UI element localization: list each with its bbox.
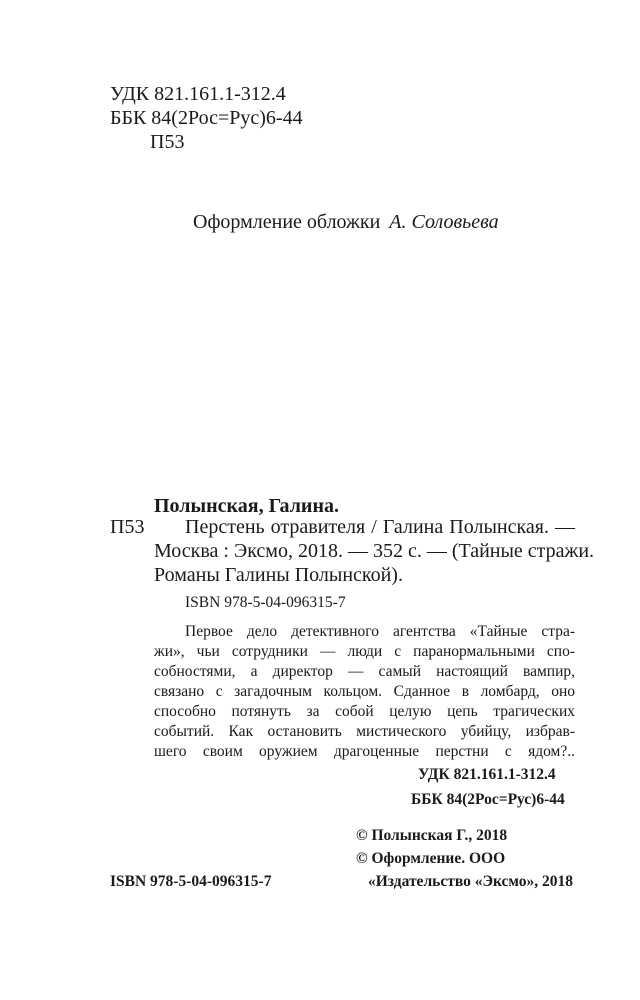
bib-description-line-1: Перстень отравителя / Галина Полынская. — xyxy=(185,516,575,538)
annotation-bbk: ББК 84(2Рос=Рус)6-44 xyxy=(411,791,565,808)
cover-credit xyxy=(193,210,499,234)
udk-code: УДК 821.161.1-312.4 xyxy=(110,83,286,105)
cover-credit-label: Оформление обложки xyxy=(193,211,381,233)
annotation-line-7: шего своим оружием драгоценные перстни с ядом?.. xyxy=(154,743,575,760)
annotation-line-4: связано с загадочным кольцом. Сданное в ломбард, оно xyxy=(154,683,575,700)
author-mark: П53 xyxy=(150,131,185,153)
bib-description-line-2: Москва : Эксмо, 2018. — 352 с. — (Тайные стражи. xyxy=(154,540,595,562)
annotation-line-6: событий. Как остановить мистического убийцу, избрав- xyxy=(154,723,575,740)
bbk-code: ББК 84(2Рос=Рус)6-44 xyxy=(110,107,303,129)
bib-mark: П53 xyxy=(110,516,145,538)
copyright-design-1: © Оформление. ООО xyxy=(356,850,506,867)
copyright-author: © Полынская Г., 2018 xyxy=(356,827,508,844)
annotation-line-3: собностями, а директор — самый настоящий вампир, xyxy=(154,663,575,680)
bib-description-line-3: Романы Галины Полынской). xyxy=(154,564,403,586)
annotation-line-2: жи», чьи сотрудники — люди с паранормальными спо- xyxy=(154,643,575,660)
copyright-design-2: «Издательство «Эксмо», 2018 xyxy=(368,873,574,890)
footer-isbn: ISBN 978-5-04-096315-7 xyxy=(110,873,272,890)
annotation-line-1: Первое дело детективного агентства «Тайные стра- xyxy=(185,623,575,640)
annotation-udk: УДК 821.161.1-312.4 xyxy=(418,766,556,783)
bib-isbn: ISBN 978-5-04-096315-7 xyxy=(185,594,346,611)
author-heading: Полынская, Галина. xyxy=(154,495,339,517)
annotation-line-5: способно потянуть за собой целую цепь трагических xyxy=(154,703,575,720)
cover-designer: А. Соловьева xyxy=(389,211,499,233)
